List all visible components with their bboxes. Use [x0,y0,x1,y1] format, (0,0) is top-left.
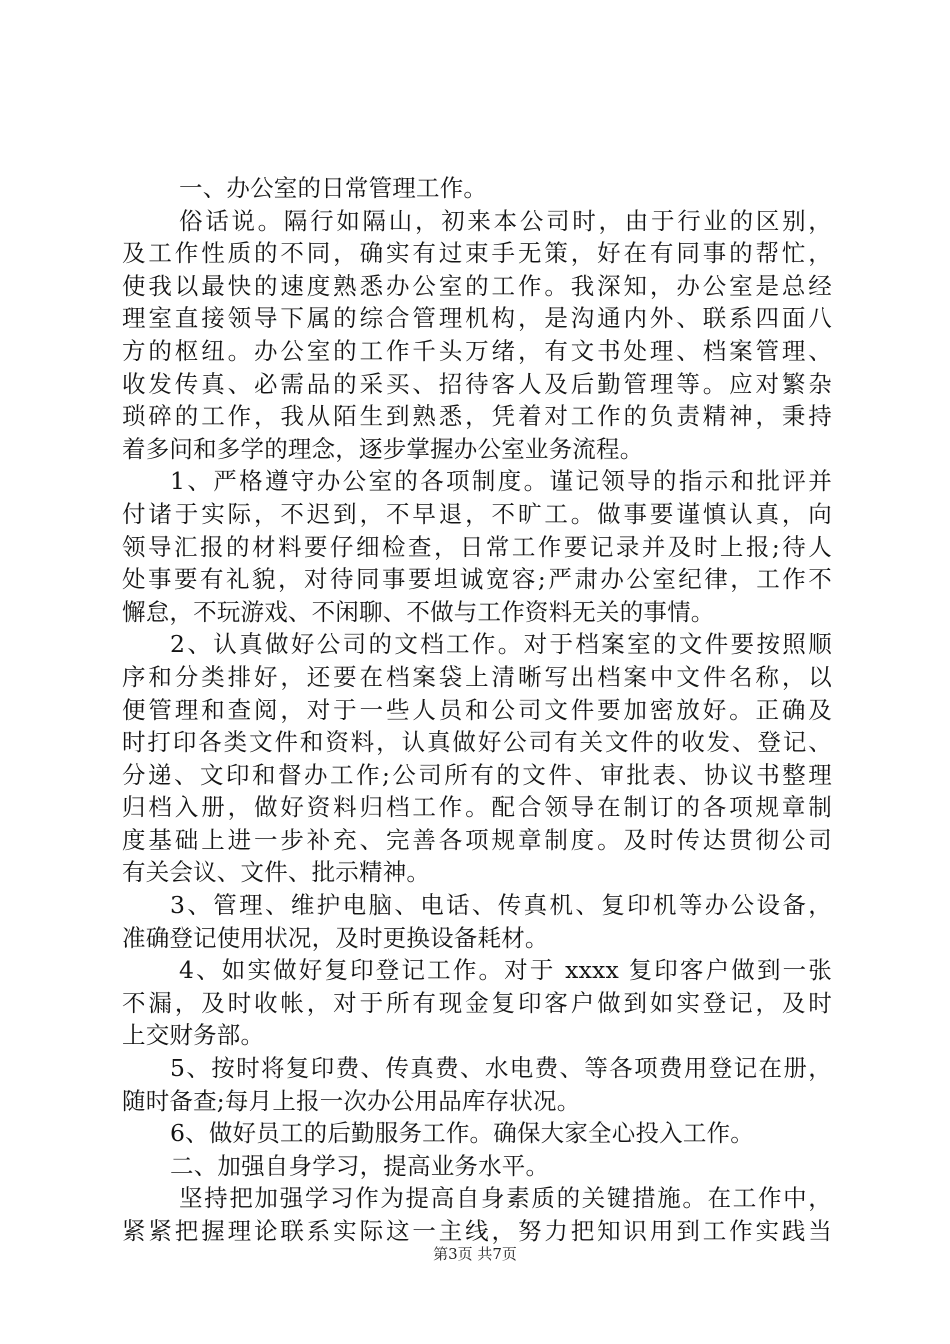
page-footer: 第3页 共7页 [433,1245,517,1263]
text-line: 不漏，及时收帐，对于所有现金复印客户做到如实登记，及时 [122,988,832,1017]
text-line: 俗话说。隔行如隔山，初来本公司时，由于行业的区别， [179,206,832,235]
text-line: 便管理和查阅，对于一些人员和公司文件要加密放好。正确及 [122,695,832,724]
body-text [122,172,832,1248]
text-line: 准确登记使用状况，及时更换设备耗材。 [122,923,549,952]
text-line: 有关会议、文件、批示精神。 [122,858,431,887]
section-heading-2: 二、加强自身学习，提高业务水平。 [170,1151,550,1180]
text-line: 分递、文印和督办工作;公司所有的文件、审批表、协议书整理 [122,760,832,789]
text-line: 时打印各类文件和资料，认真做好公司有关文件的收发、登记、 [122,728,832,757]
text-line: 坚持把加强学习作为提高自身素质的关键措施。在工作中， [179,1184,832,1213]
section-heading-1: 一、办公室的日常管理工作。 [179,174,488,202]
list-item-4: 4、如实做好复印登记工作。对于 xxxx 复印客户做到一张 [179,956,832,985]
text-line: 琐碎的工作，我从陌生到熟悉，凭着对工作的负责精神，秉持 [122,402,832,431]
text-line: 处事要有礼貌，对待同事要坦诚宽容;严肃办公室纪律，工作不 [122,565,832,594]
text-line: 着多问和多学的理念，逐步掌握办公室业务流程。 [122,434,644,463]
list-item-5: 5、按时将复印费、传真费、水电费、等各项费用登记在册， [170,1054,832,1083]
text-line: 上交财务部。 [122,1021,265,1050]
text-line: 收发传真、必需品的采买、招待客人及后勤管理等。应对繁杂 [122,369,832,398]
list-item-1: 1、严格遵守办公室的各项制度。谨记领导的指示和批评并 [170,467,832,496]
text-line: 懈怠，不玩游戏、不闲聊、不做与工作资料无关的事情。 [122,597,715,626]
text-line: 理室直接领导下属的综合管理机构，是沟通内外、联系四面八 [122,304,832,333]
text-line: 使我以最快的速度熟悉办公室的工作。我深知，办公室是总经 [122,271,832,300]
text-line: 序和分类排好，还要在档案袋上清晰写出档案中文件名称，以 [122,662,832,691]
text-line: 付诸于实际，不迟到，不早退，不旷工。做事要谨慎认真，向 [122,499,832,528]
list-item-2: 2、认真做好公司的文档工作。对于档案室的文件要按照顺 [170,630,832,659]
text-line: 领导汇报的材料要仔细检查，日常工作要记录并及时上报;待人 [122,532,832,561]
text-line: 归档入册，做好资料归档工作。配合领导在制订的各项规章制 [122,793,832,822]
text-line: 随时备查;每月上报一次办公用品库存状况。 [122,1086,581,1115]
text-line: 紧紧把握理论联系实际这一主线，努力把知识用到工作实践当 [122,1217,832,1245]
list-item-3: 3、管理、维护电脑、电话、传真机、复印机等办公设备， [170,891,832,920]
text-line: 及工作性质的不同，确实有过束手无策，好在有同事的帮忙， [122,239,832,268]
text-line: 方的枢纽。办公室的工作千头万绪，有文书处理、档案管理、 [122,336,832,365]
text-line: 度基础上进一步补充、完善各项规章制度。及时传达贯彻公司 [122,825,832,854]
list-item-6: 6、做好员工的后勤服务工作。确保大家全心投入工作。 [170,1119,754,1148]
